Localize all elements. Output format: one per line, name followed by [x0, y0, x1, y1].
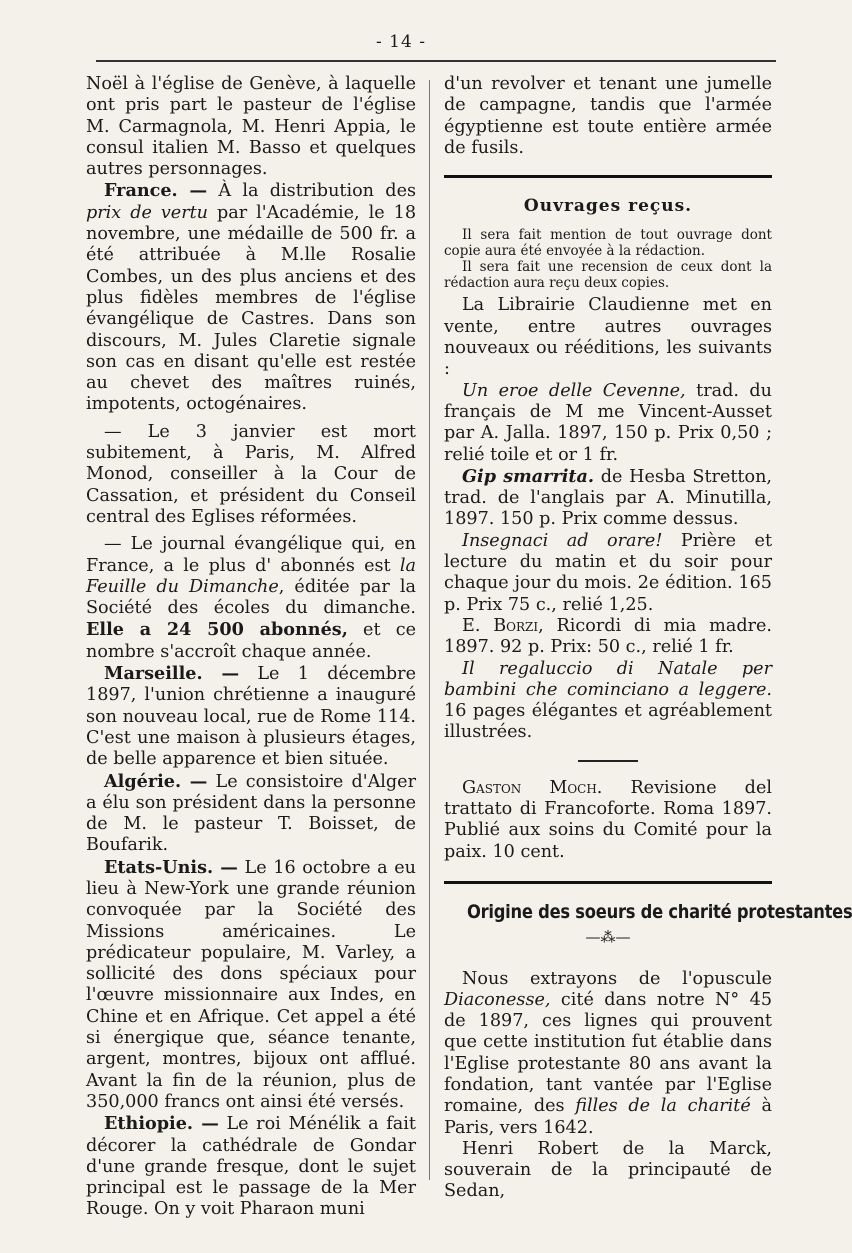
diaconesse-title: Diaconesse, [444, 989, 551, 1010]
ethiopie-heading: Ethiopie. — [104, 1113, 219, 1135]
feuille-title: la Feuille du Dimanche [86, 555, 416, 597]
book-insegnaci-text: Prière et lecture du matin et du soir pour chaque jour du mois. 2e édition. 165 p. Prix 75 c., relié 1,25. [444, 530, 773, 615]
algerie-heading: Algérie. — [104, 770, 208, 792]
left-column [86, 74, 416, 1221]
origine-paragraph [444, 969, 772, 1139]
book-borzi-author: E. Borzi, [462, 615, 544, 636]
henri-paragraph: Henri Robert de la Marck, souverain de la principauté de Sedan, [444, 1138, 772, 1202]
marseille-text: Le 1 décembre 1897, l'union chrétienne a inauguré son nouveau local, rue de Rome 114. C'est une maison à plusieurs étages, de belle apparence et bien située. [86, 664, 416, 770]
book-regaluccio-title: Il regaluccio di Natale per bambini che cominciano a leggere. [444, 658, 772, 700]
short-rule [578, 760, 638, 762]
etats-unis-paragraph [86, 857, 416, 1114]
header-rule [96, 60, 776, 62]
france-text-a: À la distribution des [218, 181, 417, 202]
france-text-b: par l'Académie, le 18 novembre, une médaille de 500 fr. a été attribuée à M.lle Rosalie Combes, un des plus anciens et des plus fidèles membres de l'église évangélique de Castres. Dans son discours, M. Jules Claretie signale son cas en disant qu'elle est restée au chevet des maîtres ruinés, impotents, octogénaires. [86, 202, 417, 415]
ouvrages-heading: Ouvrages reçus. [523, 196, 693, 217]
book-gip [444, 466, 772, 531]
book-eroe-text: trad. du français de M me Vincent-Ausset par A. Jalla. 1897, 150 p. Prix 0,50 ; relié toile et or 1 fr. [444, 380, 773, 465]
ethiopie-paragraph [86, 1113, 416, 1220]
fleuron-ornament: —⁂— [585, 928, 631, 947]
book-regaluccio-text: 16 pages élégantes et agréablement illustrées. [444, 701, 772, 743]
book-borzi [444, 616, 772, 659]
section-rule [444, 175, 772, 178]
book-insegnaci-title: Insegnaci ad orare! [462, 530, 663, 551]
moch-author: Gaston Moch. [462, 777, 603, 798]
column-divider [429, 80, 430, 1180]
etats-unis-heading: Etats-Unis. — [104, 856, 238, 878]
moch-text: Revisione del trattato di Francoforte. Roma 1897. Publié aux soins du Comité pour la paix. 10 cent. [444, 777, 772, 862]
page-number: - 14 - [376, 32, 426, 52]
feuille-text-a: — Le journal évangélique qui, en France, a le plus d' abonnés est [86, 534, 416, 576]
algerie-text: Le consistoire d'Alger a élu son président dans la personne de M. le pasteur T. Boisset, de Boufarik. [86, 771, 417, 856]
section-rule-2 [444, 881, 772, 884]
marseille-paragraph [86, 663, 416, 770]
note-mention: Il sera fait mention de tout ouvrage dont copie aura été envoyée à la rédaction. [444, 227, 772, 260]
feuille-abonnes: Elle a 24 500 abonnés, [86, 619, 348, 641]
book-gip-text: de Hesba Stretton, trad. de l'anglais par A. Minutilla, 1897. 150 p. Prix comme dessus. [444, 466, 773, 530]
feuille-paragraph [86, 534, 416, 663]
feuille-text-b: , éditée par la Société des écoles du dimanche. [86, 576, 416, 619]
book-regaluccio [444, 659, 772, 744]
origine-text-a: Nous extrayons de l'opuscule [462, 968, 772, 989]
france-heading: France. — [104, 180, 208, 202]
book-borzi-text: Ricordi di mia madre. 1897. 92 p. Prix: 50 c., relié 1 fr. [444, 615, 773, 658]
right-column [444, 74, 852, 1203]
origine-text-b: cité dans notre N° 45 de 1897, ces lignes qui prouvent que cette institution fut établie dans l'Eglise protestante 80 ans avant la fondation, tant vantée par l'Eglise romaine, des [444, 989, 773, 1117]
origine-heading: Origine des soeurs de charité protestantes [466, 900, 852, 923]
geneve-paragraph: Noël à l'église de Genève, à laquelle ont pris part le pasteur de l'église M. Carmagnola, M. Henri Appia, le consul italien M. Basso et quelques autres personnages. [86, 74, 416, 180]
monod-paragraph: — Le 3 janvier est mort subitement, à Paris, M. Alfred Monod, conseiller à la Cour de Cassation, et président du Conseil central des Eglises réformées. [86, 421, 416, 527]
book-insegnaci [444, 531, 772, 616]
note-recension: Il sera fait une recension de ceux dont la rédaction aura reçu deux copies. [444, 259, 772, 292]
prix-de-vertu: prix de vertu [86, 202, 209, 223]
origine-text-c: à Paris, vers 1642. [444, 1096, 773, 1138]
filles-charite: filles de la charité [575, 1096, 751, 1117]
ethiopie-text: Le roi Ménélik a fait décorer la cathédrale de Gondar d'une grande fresque, dont le sujet principal est le passage de la Mer Rouge. On y voit Pharaon muni [86, 1114, 416, 1220]
book-eroe [444, 381, 772, 466]
france-paragraph [86, 180, 416, 415]
feuille-text-d: et ce nombre s'accroît chaque année. [86, 620, 417, 662]
algerie-paragraph [86, 771, 416, 857]
librairie-paragraph: La Librairie Claudienne met en vente, entre autres ouvrages nouveaux ou rééditions, les suivants : [444, 295, 772, 380]
book-eroe-title: Un eroe delle Cevenne, [462, 380, 686, 401]
revolver-paragraph: d'un revolver et tenant une jumelle de campagne, tandis que l'armée égyptienne est toute entière armée de fusils. [444, 74, 772, 158]
moch-paragraph [444, 778, 772, 863]
book-gip-title: Gip smarrita. [462, 465, 595, 487]
marseille-heading: Marseille. — [104, 663, 240, 685]
etats-unis-text: Le 16 octobre a eu lieu à New-York une grande réunion convoquée par la Société des Missions américaines. Le prédicateur populaire, M. Varley, a sollicité des dons spéciaux pour l'œuvre missionnaire aux Indes, en Chine et en Afrique. Cet appel a été si énergique que, séance tenante, argent, montres, bijoux ont afflué. Avant la fin de la réunion, plus de 350,000 francs ont ainsi été versés. [86, 857, 416, 1112]
